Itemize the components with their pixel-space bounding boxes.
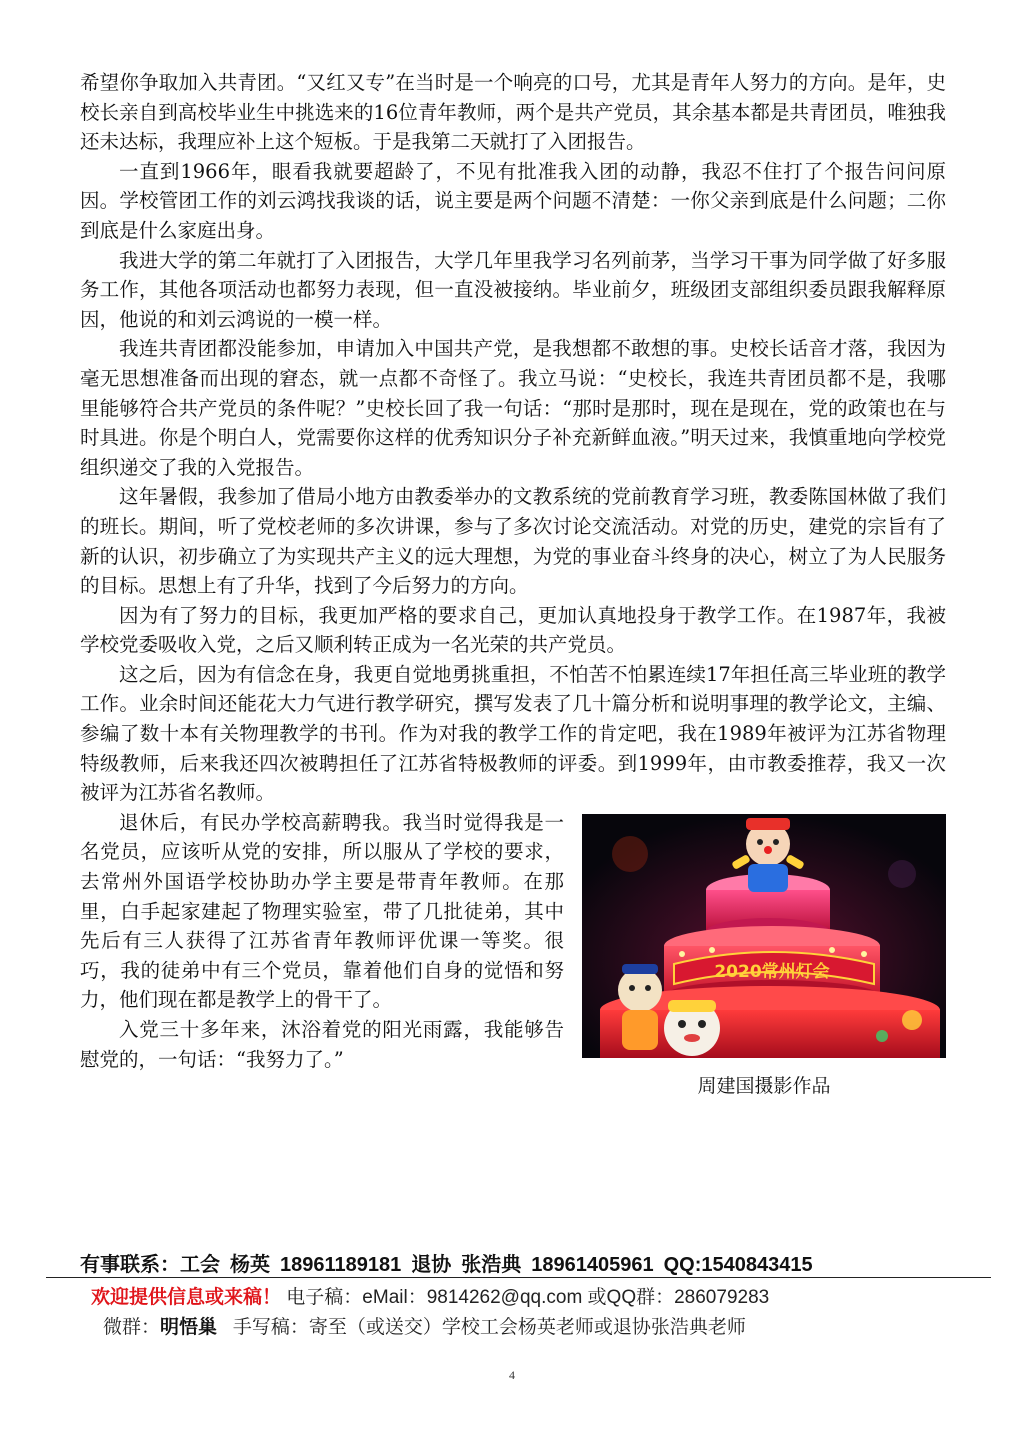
contact-org-2: 退协	[411, 1254, 452, 1276]
submission-line	[91, 1282, 769, 1309]
paragraph-3: 我进大学的第二年就打了入团报告，大学几年里我学习名列前茅，当学习干事为同学做了好多服务工作，其他各项活动也都努力表现，但一直没被接纳。毕业前夕，班级团支部组织委员跟我解释原因，他说的和刘云鸿说的一模一样。	[80, 248, 946, 331]
contact-phone-2: 18961405961	[531, 1254, 654, 1276]
paragraph-2: 一直到1966年，眼看我就要超龄了，不见有批准我入团的动静，我忍不住打了个报告问问原因。学校管团工作的刘云鸿找我谈的话，说主要是两个问题不清楚：一你父亲到底是什么问题；二你到底是什么家庭出身。	[80, 159, 946, 242]
contact-qq: QQ:1540843415	[663, 1254, 813, 1276]
wechat-label: 微群：	[103, 1317, 161, 1338]
qq-group-label: 或QQ群：	[587, 1287, 675, 1308]
email-address: 9814262@qq.com	[426, 1287, 583, 1308]
contact-phone-1: 18961189181	[280, 1254, 402, 1276]
contact-name-2: 张浩典	[461, 1254, 522, 1276]
paragraph-7: 这之后，因为有信念在身，我更自觉地勇挑重担，不怕苦不怕累连续17年担任高三毕业班的教学工作。业余时间还能花大力气进行教学研究，撰写发表了几十篇分析和说明事理的教学论文，主编、参编了数十本有关物理教学的书刊。作为对我的教学工作的肯定吧，我在1989年被评为江苏省物理特级教师，后来我还四次被聘担任了江苏省特极教师的评委。到1999年，由市教委推荐，我又一次被评为江苏省名教师。	[80, 662, 946, 805]
lantern-illustration	[582, 814, 946, 1058]
photo-section	[80, 808, 946, 1097]
paragraph-8: 退休后，有民办学校高薪聘我。我当时觉得我是一名党员，应该听从党的安排，所以服从了学校的要求，去常州外国语学校协助办学主要是带青年教师。在那里，白手起家建起了物理实验室，带了几批徒弟，其中先后有三人获得了江苏省青年教师评优课一等奖。很巧，我的徒弟中有三个党员，靠着他们自身的觉悟和努力，他们现在都是教学上的骨干了。	[80, 810, 564, 1012]
contact-line	[80, 1248, 950, 1277]
paragraph-4: 我连共青团都没能参加，申请加入中国共产党，是我想都不敢想的事。史校长话音才落，我因为毫无思想准备而出现的窘态，就一点都不奇怪了。我立马说：“史校长，我连共青团员都不是，我哪里能够符合共产党员的条件呢？”史校长回了我一句话：“那时是那时，现在是现在，党的政策也在与时具进。你是个明白人，党需要你这样的优秀知识分子补充新鲜血液。”明天过来，我慎重地向学校党组织递交了我的入党报告。	[80, 337, 946, 479]
footer-divider	[46, 1277, 991, 1278]
wechat-line	[103, 1312, 746, 1339]
photo-caption: 周建国摄影作品	[697, 1075, 831, 1097]
paragraph-6: 因为有了努力的目标，我更加严格的要求自己，更加认真地投身于教学工作。在1987年，我被学校党委吸收入党，之后又顺利转正成为一名光荣的共产党员。	[80, 603, 946, 657]
lantern-photo	[582, 814, 946, 1058]
page-number: 4	[509, 1368, 515, 1382]
article-body	[80, 68, 946, 1101]
qq-group-number: 286079283	[674, 1287, 770, 1308]
paragraph-5: 这年暑假，我参加了借局小地方由教委举办的文教系统的党前教育学习班，教委陈国林做了我们的班长。期间，听了党校老师的多次讲课，参与了多次讨论交流活动。对党的历史，建党的宗旨有了新的认识，初步确立了为实现共产主义的远大理想，为党的事业奋斗终身的决心，树立了为人民服务的目标。思想上有了升华，找到了今后努力的方向。	[80, 485, 946, 598]
wechat-name: 明悟巢	[160, 1317, 218, 1338]
welcome-text: 欢迎提供信息或来稿！	[91, 1287, 282, 1308]
paragraph-9: 入党三十多年来，沐浴着党的阳光雨露，我能够告慰党的，一句话：“我努力了。”	[80, 1018, 564, 1071]
paragraph-1: 希望你争取加入共青团。“又红又专”在当时是一个响亮的口号，尤其是青年人努力的方向。是年，史校长亲自到高校毕业生中挑选来的16位青年教师，两个是共产党员，其余基本都是共青团员，唯独我还未达标，我理应补上这个短板。于是我第二天就打了入团报告。	[80, 71, 946, 154]
banner-text: 2020常州灯会	[714, 961, 830, 982]
contact-name-1: 杨英	[230, 1254, 270, 1276]
photo-figure	[582, 814, 946, 1102]
email-label: 电子稿：eMail：	[286, 1287, 427, 1308]
handwritten-instructions: 手写稿：寄至（或送交）学校工会杨英老师或退协张浩典老师	[232, 1317, 746, 1338]
contact-label: 有事联系：工会	[80, 1254, 220, 1276]
